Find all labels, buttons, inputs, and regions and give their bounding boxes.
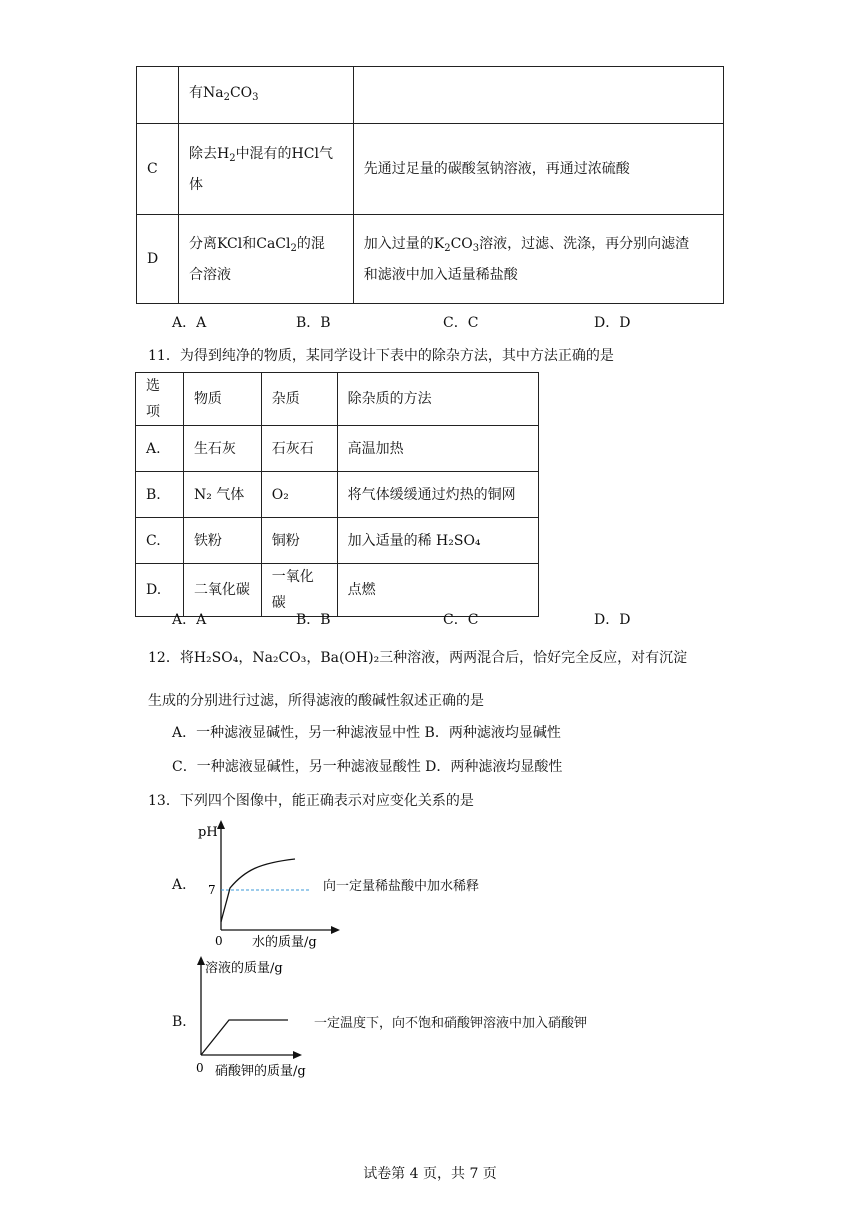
option-b: B．B <box>296 315 331 331</box>
q13-stem: 13．下列四个图像中，能正确表示对应变化关系的是 <box>148 793 474 809</box>
table-cell: 高温加热 <box>337 426 538 472</box>
q12-options-line1: A．一种滤液显碱性，另一种滤液显中性 B．两种滤液均显碱性 <box>172 725 561 741</box>
y-axis-arrow-icon <box>217 820 225 829</box>
table-cell: 铁粉 <box>183 518 261 564</box>
table-cell <box>353 67 723 124</box>
table-cell: 铜粉 <box>261 518 337 564</box>
table-cell: 点燃 <box>337 564 538 617</box>
origin-label: 0 <box>215 934 223 948</box>
graph-b-caption: 一定温度下，向不饱和硝酸钾溶液中加入硝酸钾 <box>314 1016 588 1031</box>
option-d: D．D <box>594 612 631 628</box>
x-axis-label: 水的质量/g <box>252 935 317 950</box>
option-c: C．C <box>443 612 479 628</box>
option-b: B．B <box>296 612 331 628</box>
origin-label: 0 <box>196 1061 204 1075</box>
y-axis-label: pH <box>198 825 218 840</box>
table-cell: C. <box>136 518 184 564</box>
table-cell: 有$Na_2CO_3$ <box>178 67 353 124</box>
y-axis-label: 溶液的质量/g <box>205 961 283 976</box>
table-cell: D <box>137 215 179 304</box>
table-cell: D. <box>136 564 184 617</box>
table-cell: N₂ 气体 <box>183 472 261 518</box>
table-header: 物质 <box>183 373 261 426</box>
table-cell: 将气体缓缓通过灼热的铜网 <box>337 472 538 518</box>
table-cell: A. <box>136 426 184 472</box>
graph-b-label: B． <box>172 1014 197 1030</box>
table-cell: 分离KCl和CaCl$_2$的混 合溶液 <box>178 215 353 304</box>
table-cell: 一氧化碳 <box>261 564 337 617</box>
table-cell: 加入适量的稀 H₂SO₄ <box>337 518 538 564</box>
graph-a-label: A． <box>172 877 197 893</box>
y-axis-arrow-icon <box>197 956 205 965</box>
option-d: D．D <box>594 315 631 331</box>
table-cell: 二氧化碳 <box>183 564 261 617</box>
table-cell: C <box>137 124 179 215</box>
table-cell: O₂ <box>261 472 337 518</box>
q12-stem-line2: 生成的分别进行过滤，所得滤液的酸碱性叙述正确的是 <box>148 693 484 709</box>
option-a: A．A <box>172 612 207 628</box>
table-cell: B. <box>136 472 184 518</box>
table-cell <box>137 67 179 124</box>
tick-label-7: 7 <box>208 883 216 897</box>
q11-stem: 11．为得到纯净的物质，某同学设计下表中的除杂方法，其中方法正确的是 <box>148 348 614 364</box>
table-header: 除杂质的方法 <box>337 373 538 426</box>
table-header: 杂质 <box>261 373 337 426</box>
q12-options-line2: C．一种滤液显碱性，另一种滤液显酸性 D．两种滤液均显酸性 <box>172 759 563 775</box>
table-cell: 除去$H_2$中混有的HCl气 体 <box>178 124 353 215</box>
q12-stem-line1: 12．将H₂SO₄，Na₂CO₃，Ba(OH)₂三种溶液，两两混合后，恰好完全反应，对有沉淀 <box>148 650 688 666</box>
table-header: 选项 <box>136 373 184 426</box>
option-c: C．C <box>443 315 479 331</box>
table-cell: 石灰石 <box>261 426 337 472</box>
page-footer: 试卷第 4 页，共 7 页 <box>363 1166 497 1182</box>
x-axis-label: 硝酸钾的质量/g <box>215 1064 306 1079</box>
x-axis-arrow-icon <box>293 1051 302 1059</box>
table-cell: 生石灰 <box>183 426 261 472</box>
table-cell: 加入过量的$K_2CO_3$溶液，过滤、洗涤，再分别向滤渣 和滤液中加入适量稀盐酸 <box>353 215 723 304</box>
option-a: A．A <box>172 315 207 331</box>
x-axis-arrow-icon <box>331 926 340 934</box>
q10-table <box>136 66 724 304</box>
table-cell: 先通过足量的碳酸氢钠溶液，再通过浓硫酸 <box>353 124 723 215</box>
solution-mass-line <box>201 1020 288 1055</box>
graph-a-caption: 向一定量稀盐酸中加水稀释 <box>323 879 480 894</box>
q11-table <box>135 372 539 617</box>
